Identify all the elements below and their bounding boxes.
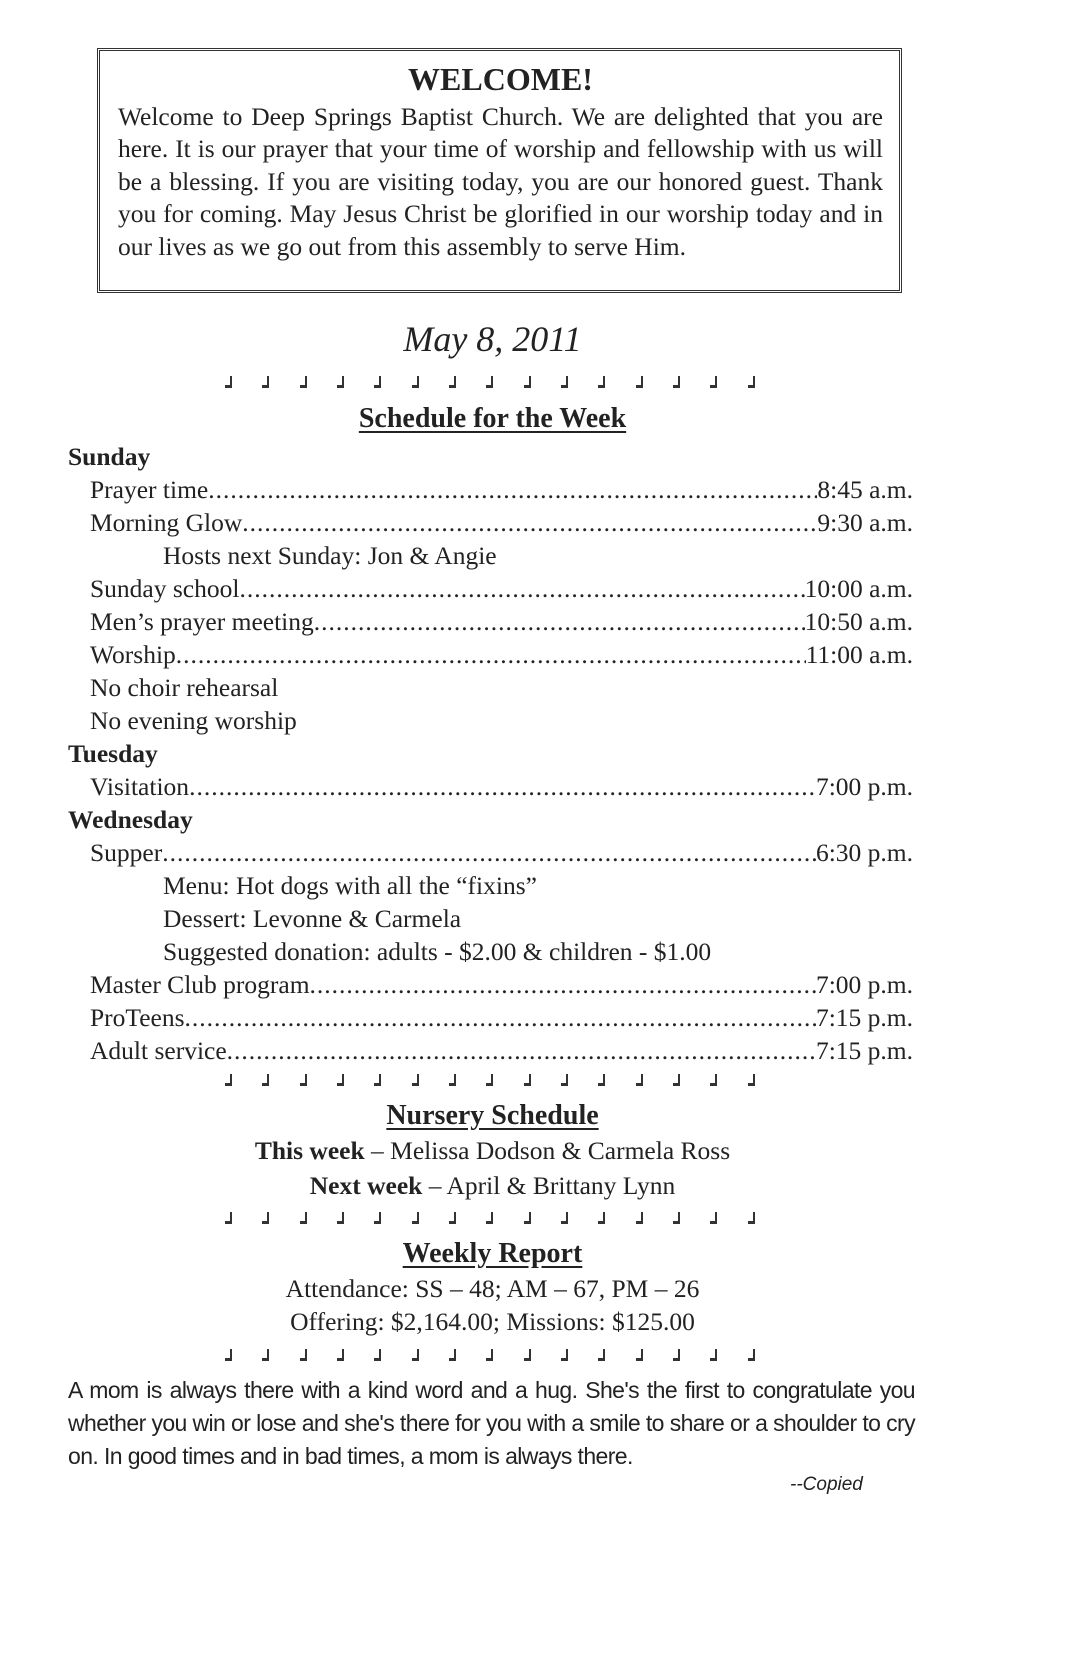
- item-label: Supper: [90, 838, 163, 867]
- schedule-item: [68, 770, 913, 803]
- menu-note: Menu: Hot dogs with all the “fixins”: [163, 871, 537, 900]
- item-time: 8:45 a.m.: [817, 475, 913, 504]
- music-note-divider: [225, 376, 755, 388]
- schedule-item: [68, 605, 913, 638]
- item-time: 7:00 p.m.: [815, 772, 913, 801]
- bulletin-date: May 8, 2011: [403, 319, 582, 359]
- item-label: Morning Glow: [90, 508, 243, 537]
- schedule-item: [68, 1001, 913, 1034]
- report-heading: Weekly Report: [402, 1238, 583, 1269]
- schedule-item: [68, 1034, 913, 1067]
- dessert-note: Dessert: Levonne & Carmela: [163, 904, 462, 933]
- item-label: Worship: [90, 640, 176, 669]
- item-label: ProTeens: [90, 1003, 185, 1032]
- item-time: 11:00 a.m.: [805, 640, 913, 669]
- day-sunday: Sunday: [68, 442, 151, 471]
- item-time: 7:15 p.m.: [815, 1003, 913, 1032]
- welcome-box: [97, 48, 902, 293]
- donation-note: Suggested donation: adults - $2.00 & children - $1.00: [163, 937, 712, 966]
- item-label: Men’s prayer meeting: [90, 607, 314, 636]
- item-time: 7:15 p.m.: [815, 1036, 913, 1065]
- attendance: Attendance: SS – 48; AM – 67, PM – 26: [285, 1274, 700, 1303]
- music-note-divider: [225, 1212, 755, 1224]
- item-time: 7:00 p.m.: [815, 970, 913, 999]
- evening-note: No evening worship: [90, 706, 297, 735]
- next-week-label: Next week: [309, 1171, 423, 1200]
- item-time: 6:30 p.m.: [815, 838, 913, 867]
- item-time: 9:30 a.m.: [817, 508, 913, 537]
- schedule-item: [68, 572, 913, 605]
- music-note-divider: [225, 1349, 755, 1361]
- nursery-next-week: [0, 1171, 985, 1201]
- day-tuesday: Tuesday: [68, 739, 158, 768]
- offering: Offering: $2,164.00; Missions: $125.00: [290, 1307, 695, 1336]
- next-week-names: – April & Brittany Lynn: [422, 1171, 676, 1200]
- choir-note: No choir rehearsal: [90, 673, 279, 702]
- mom-quote: A mom is always there with a kind word and a hug. She's the first to congratulate you whether you win or lose and she's there for you with a smile to share or a shoulder to cry on. In good times and in bad times, a mom is always there.: [68, 1377, 915, 1469]
- welcome-title: WELCOME!: [408, 61, 593, 97]
- item-label: Prayer time: [90, 475, 209, 504]
- schedule-item: [68, 638, 913, 671]
- item-label: Adult service: [90, 1036, 227, 1065]
- item-label: Master Club program: [90, 970, 310, 999]
- item-label: Visitation: [90, 772, 190, 801]
- weekly-schedule: [68, 440, 913, 1067]
- music-note-divider: [225, 1074, 755, 1086]
- quote-credit: --Copied: [790, 1474, 863, 1495]
- schedule-heading: Schedule for the Week: [358, 403, 627, 434]
- schedule-item: [68, 506, 913, 539]
- schedule-item: [68, 473, 913, 506]
- schedule-item: [68, 836, 913, 869]
- this-week-label: This week: [254, 1136, 365, 1165]
- nursery-heading: Nursery Schedule: [386, 1100, 599, 1131]
- welcome-body: Welcome to Deep Springs Baptist Church. We are delighted that you are here. It is our prayer that your time of worship and fellowship with us will be a blessing. If you are visiting today, you are our honored guest. Thank you for coming. May Jesus Christ be glorified in our worship today and in our lives as we go out from this assembly to serve Him.: [118, 102, 883, 261]
- item-time: 10:00 a.m.: [804, 574, 913, 603]
- hosts-note: Hosts next Sunday: Jon & Angie: [163, 541, 497, 570]
- nursery-this-week: [0, 1136, 985, 1166]
- item-label: Sunday school: [90, 574, 240, 603]
- this-week-names: – Melissa Dodson & Carmela Ross: [364, 1136, 731, 1165]
- item-time: 10:50 a.m.: [804, 607, 913, 636]
- schedule-item: [68, 968, 913, 1001]
- day-wednesday: Wednesday: [68, 805, 193, 834]
